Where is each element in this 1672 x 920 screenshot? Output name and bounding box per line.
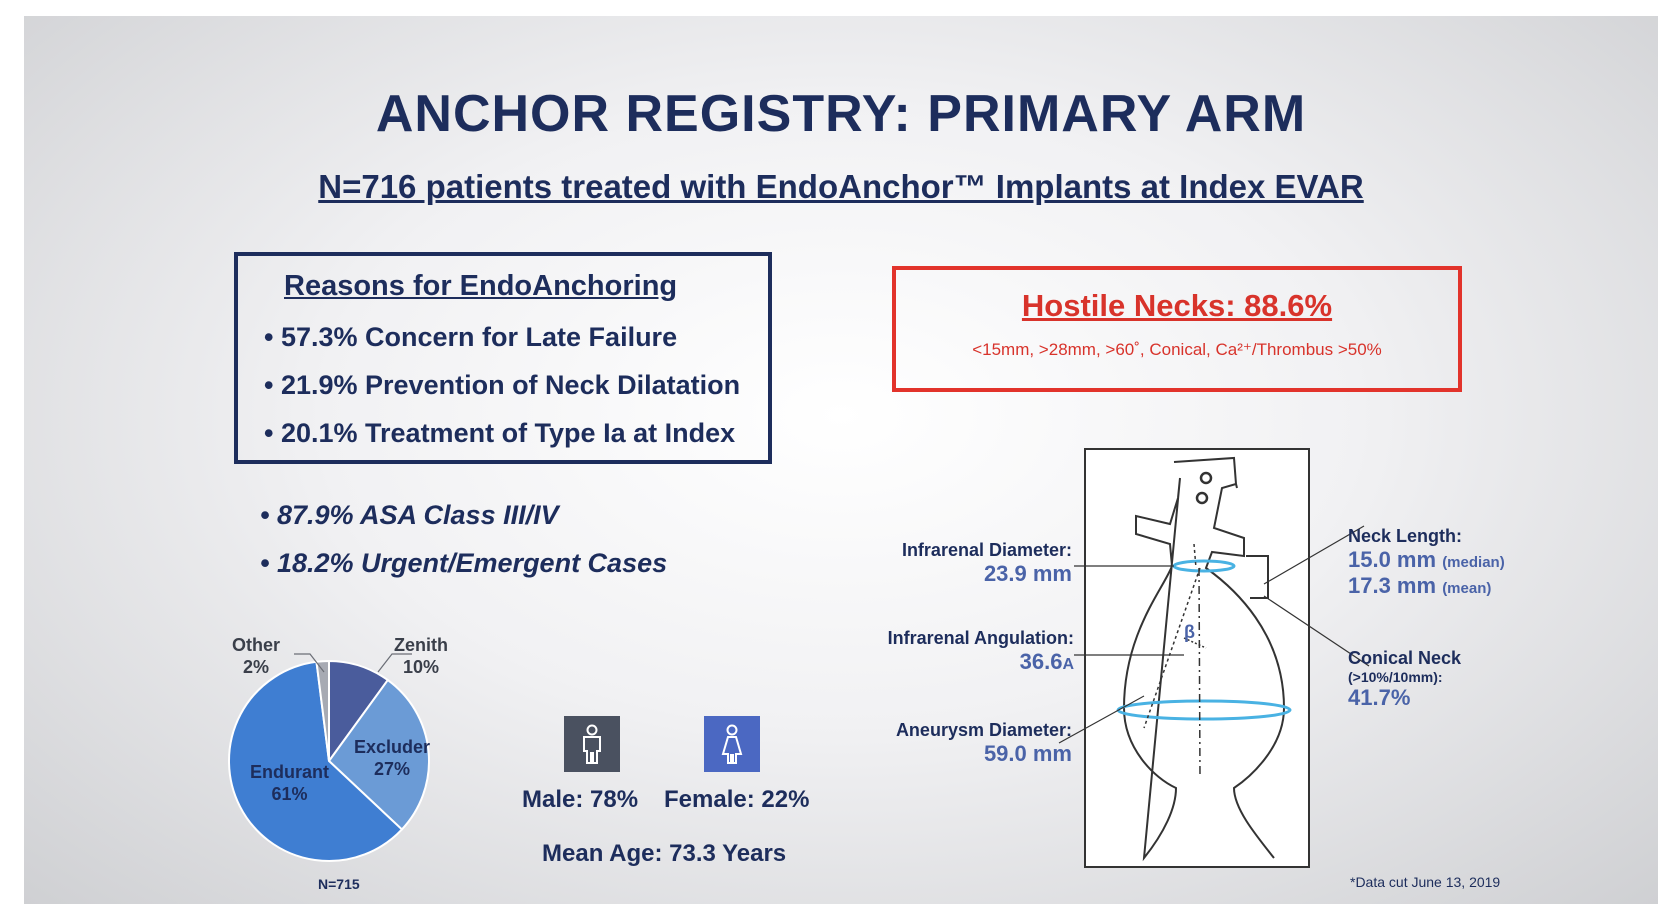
hostile-necks-criteria: <15mm, >28mm, >60˚, Conical, Ca²⁺/Thrombus >50% — [972, 340, 1382, 359]
hostile-necks-heading: Hostile Necks: 88.6% — [1021, 288, 1333, 323]
slide — [24, 16, 1658, 904]
reasons-heading: Reasons for EndoAnchoring — [284, 270, 678, 302]
conical-neck: Conical Neck (>10%/10mm): 41.7% — [1348, 648, 1462, 710]
neck-length: Neck Length: 15.0 mm (median) 17.3 mm (mean) — [1348, 526, 1505, 598]
page-subtitle: N=716 patients treated with EndoAnchor™ Implants at Index EVAR — [318, 168, 1364, 205]
male-percent: Male: 78% — [522, 786, 639, 813]
infrarenal-angulation: Infrarenal Angulation: 36.6A — [887, 628, 1074, 674]
male-icon — [564, 716, 620, 772]
infrarenal-diameter: Infrarenal Diameter: 23.9 mm — [901, 540, 1072, 586]
mean-age: Mean Age: 73.3 Years — [542, 840, 787, 867]
hostile-necks-box — [892, 266, 1462, 392]
data-cut-footnote: *Data cut June 13, 2019 — [1350, 874, 1501, 890]
page-title: ANCHOR REGISTRY: PRIMARY ARM — [375, 85, 1307, 143]
pie-label-excluder: Excluder 27% — [354, 737, 431, 779]
reason-item: • 57.3% Concern for Late Failure — [264, 322, 678, 352]
reasons-box — [234, 252, 772, 464]
pie-label-endurant: Endurant 61% — [250, 762, 329, 804]
female-percent: Female: 22% — [664, 786, 810, 813]
asa-class-bullet: • 87.9% ASA Class III/IV — [260, 500, 559, 530]
reason-item: • 20.1% Treatment of Type Ia at Index — [264, 418, 736, 448]
reason-item: • 21.9% Prevention of Neck Dilatation — [264, 370, 741, 400]
beta-symbol: β — [1184, 622, 1195, 642]
urgent-cases-bullet: • 18.2% Urgent/Emergent Cases — [260, 548, 668, 578]
pie-n-label: N=715 — [318, 876, 360, 892]
female-icon — [704, 716, 760, 772]
pie-label-other: Other 2% — [232, 635, 281, 677]
pie-leader-lines — [294, 644, 424, 676]
pie-label-zenith: Zenith 10% — [394, 635, 448, 677]
aneurysm-diameter: Aneurysm Diameter: 59.0 mm — [895, 720, 1072, 766]
